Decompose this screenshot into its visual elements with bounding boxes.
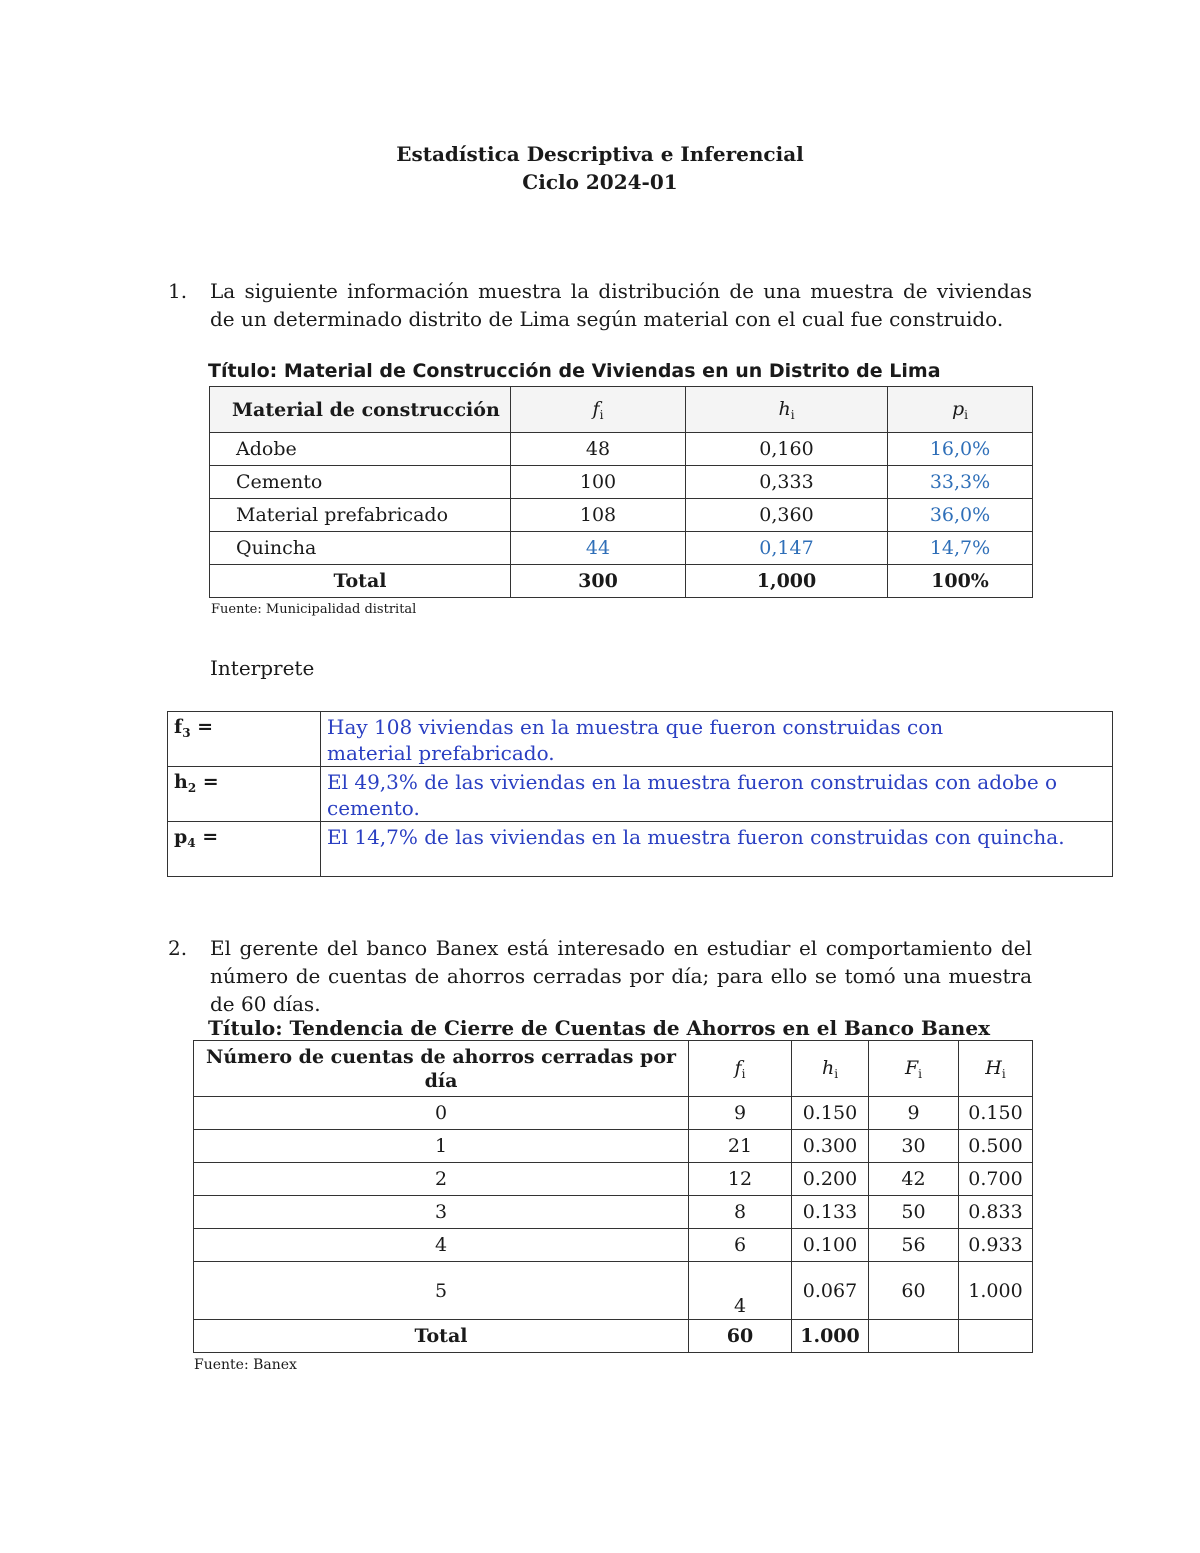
table-row: [210, 532, 1033, 565]
cell-p: 16,0%: [888, 433, 1033, 466]
column-header-material: Material de construcción: [210, 387, 511, 433]
cell-f: 8: [689, 1196, 792, 1229]
cell-H: 0.700: [959, 1163, 1033, 1196]
cell-total-h: 1.000: [792, 1320, 869, 1353]
cell-F: 30: [869, 1130, 959, 1163]
cell-H: 0.933: [959, 1229, 1033, 1262]
cell-material: Adobe: [210, 433, 511, 466]
cell-h: 0,147: [686, 532, 888, 565]
cell-H: 1.000: [959, 1262, 1033, 1320]
question-2: [168, 934, 1032, 1016]
question-number: 2.: [168, 936, 188, 960]
table-row: [194, 1097, 1033, 1130]
cell-x: 1: [194, 1130, 689, 1163]
cell-total-F: [869, 1320, 959, 1353]
cell-F: 60: [869, 1262, 959, 1320]
material-table: [209, 386, 1033, 598]
symbol-cell: $f_3$ =: [168, 712, 321, 767]
interpretation-row: [168, 822, 1113, 877]
cell-x: 2: [194, 1163, 689, 1196]
question-1: [168, 277, 1032, 337]
question-number: 1.: [168, 279, 188, 303]
interpretation-text: El 14,7% de las viviendas en la muestra fueron construidas con quincha.: [321, 822, 1113, 877]
cell-x: 4: [194, 1229, 689, 1262]
cell-total-f: 300: [511, 565, 686, 598]
column-header-count: Número de cuentas de ahorros cerradas por día: [194, 1041, 689, 1097]
interpretation-table: [167, 711, 1113, 877]
cell-total-p: 100%: [888, 565, 1033, 598]
cell-h: 0,160: [686, 433, 888, 466]
cell-F: 50: [869, 1196, 959, 1229]
cell-total-f: 60: [689, 1320, 792, 1353]
table-row: [194, 1196, 1033, 1229]
column-header-f: $f_i$: [511, 387, 686, 433]
table-1-title: Título: Material de Construcción de Viviendas en un Distrito de Lima: [208, 360, 941, 382]
question-text: El gerente del banco Banex está interesado en estudiar el comportamiento del número de cuentas de ahorros cerradas por día; para ello se tomó una muestra de 60 días.: [210, 936, 1032, 1016]
table-1-source: Fuente: Municipalidad distrital: [211, 602, 417, 617]
cell-f: 12: [689, 1163, 792, 1196]
cell-total-label: Total: [194, 1320, 689, 1353]
cell-h: 0.300: [792, 1130, 869, 1163]
table-row: [210, 499, 1033, 532]
interpretation-text: Hay 108 viviendas en la muestra que fueron construidas con material prefabricado.: [321, 712, 1113, 767]
interpretation-text: El 49,3% de las viviendas en la muestra fueron construidas con adobe o cemento.: [321, 767, 1113, 822]
table-2-source: Fuente: Banex: [194, 1357, 297, 1373]
cell-f: 44: [511, 532, 686, 565]
symbol-cell: $h_2$ =: [168, 767, 321, 822]
cell-total-h: 1,000: [686, 565, 888, 598]
cell-h: 0.133: [792, 1196, 869, 1229]
cell-f: 21: [689, 1130, 792, 1163]
cell-x: 3: [194, 1196, 689, 1229]
cell-x: 5: [194, 1262, 689, 1320]
interpret-label: Interprete: [210, 656, 315, 680]
cell-f: 100: [511, 466, 686, 499]
cell-H: 0.150: [959, 1097, 1033, 1130]
cell-f: 108: [511, 499, 686, 532]
cell-h: 0.100: [792, 1229, 869, 1262]
column-header-h: $h_i$: [686, 387, 888, 433]
cell-p: 36,0%: [888, 499, 1033, 532]
cell-f: 6: [689, 1229, 792, 1262]
cell-f: 9: [689, 1097, 792, 1130]
cell-f: 48: [511, 433, 686, 466]
cell-h: 0.067: [792, 1262, 869, 1320]
table-2-title: Título: Tendencia de Cierre de Cuentas de Ahorros en el Banco Banex: [208, 1016, 990, 1040]
interpretation-row: [168, 767, 1113, 822]
cell-p: 33,3%: [888, 466, 1033, 499]
cell-material: Quincha: [210, 532, 511, 565]
cell-h: 0,333: [686, 466, 888, 499]
table-row: [194, 1130, 1033, 1163]
cell-total-label: Total: [210, 565, 511, 598]
column-header-p: $p_i$: [888, 387, 1033, 433]
cell-x: 0: [194, 1097, 689, 1130]
cell-F: 42: [869, 1163, 959, 1196]
cell-f: 4: [689, 1262, 792, 1320]
total-row: [210, 565, 1033, 598]
cycle-title: Ciclo 2024-01: [522, 170, 678, 194]
cell-H: 0.500: [959, 1130, 1033, 1163]
column-header-h: $h_i$: [792, 1041, 869, 1097]
column-header-f: $f_i$: [689, 1041, 792, 1097]
total-row: [194, 1320, 1033, 1353]
cell-material: Cemento: [210, 466, 511, 499]
cell-h: 0.150: [792, 1097, 869, 1130]
cell-total-H: [959, 1320, 1033, 1353]
column-header-H: $H_i$: [959, 1041, 1033, 1097]
column-header-F: $F_i$: [869, 1041, 959, 1097]
cell-F: 56: [869, 1229, 959, 1262]
accounts-table: [193, 1040, 1033, 1353]
symbol-cell: $p_4$ =: [168, 822, 321, 877]
course-title: Estadística Descriptiva e Inferencial: [396, 142, 804, 166]
table-row: [194, 1163, 1033, 1196]
cell-h: 0,360: [686, 499, 888, 532]
cell-h: 0.200: [792, 1163, 869, 1196]
cell-F: 9: [869, 1097, 959, 1130]
table-row: [194, 1229, 1033, 1262]
cell-p: 14,7%: [888, 532, 1033, 565]
interpretation-row: [168, 712, 1113, 767]
cell-material: Material prefabricado: [210, 499, 511, 532]
question-text: La siguiente información muestra la distribución de una muestra de viviendas de un determinado distrito de Lima según material con el cual fue construido.: [210, 279, 1032, 331]
table-row: [210, 433, 1033, 466]
table-row: [210, 466, 1033, 499]
cell-H: 0.833: [959, 1196, 1033, 1229]
table-row: [194, 1262, 1033, 1320]
